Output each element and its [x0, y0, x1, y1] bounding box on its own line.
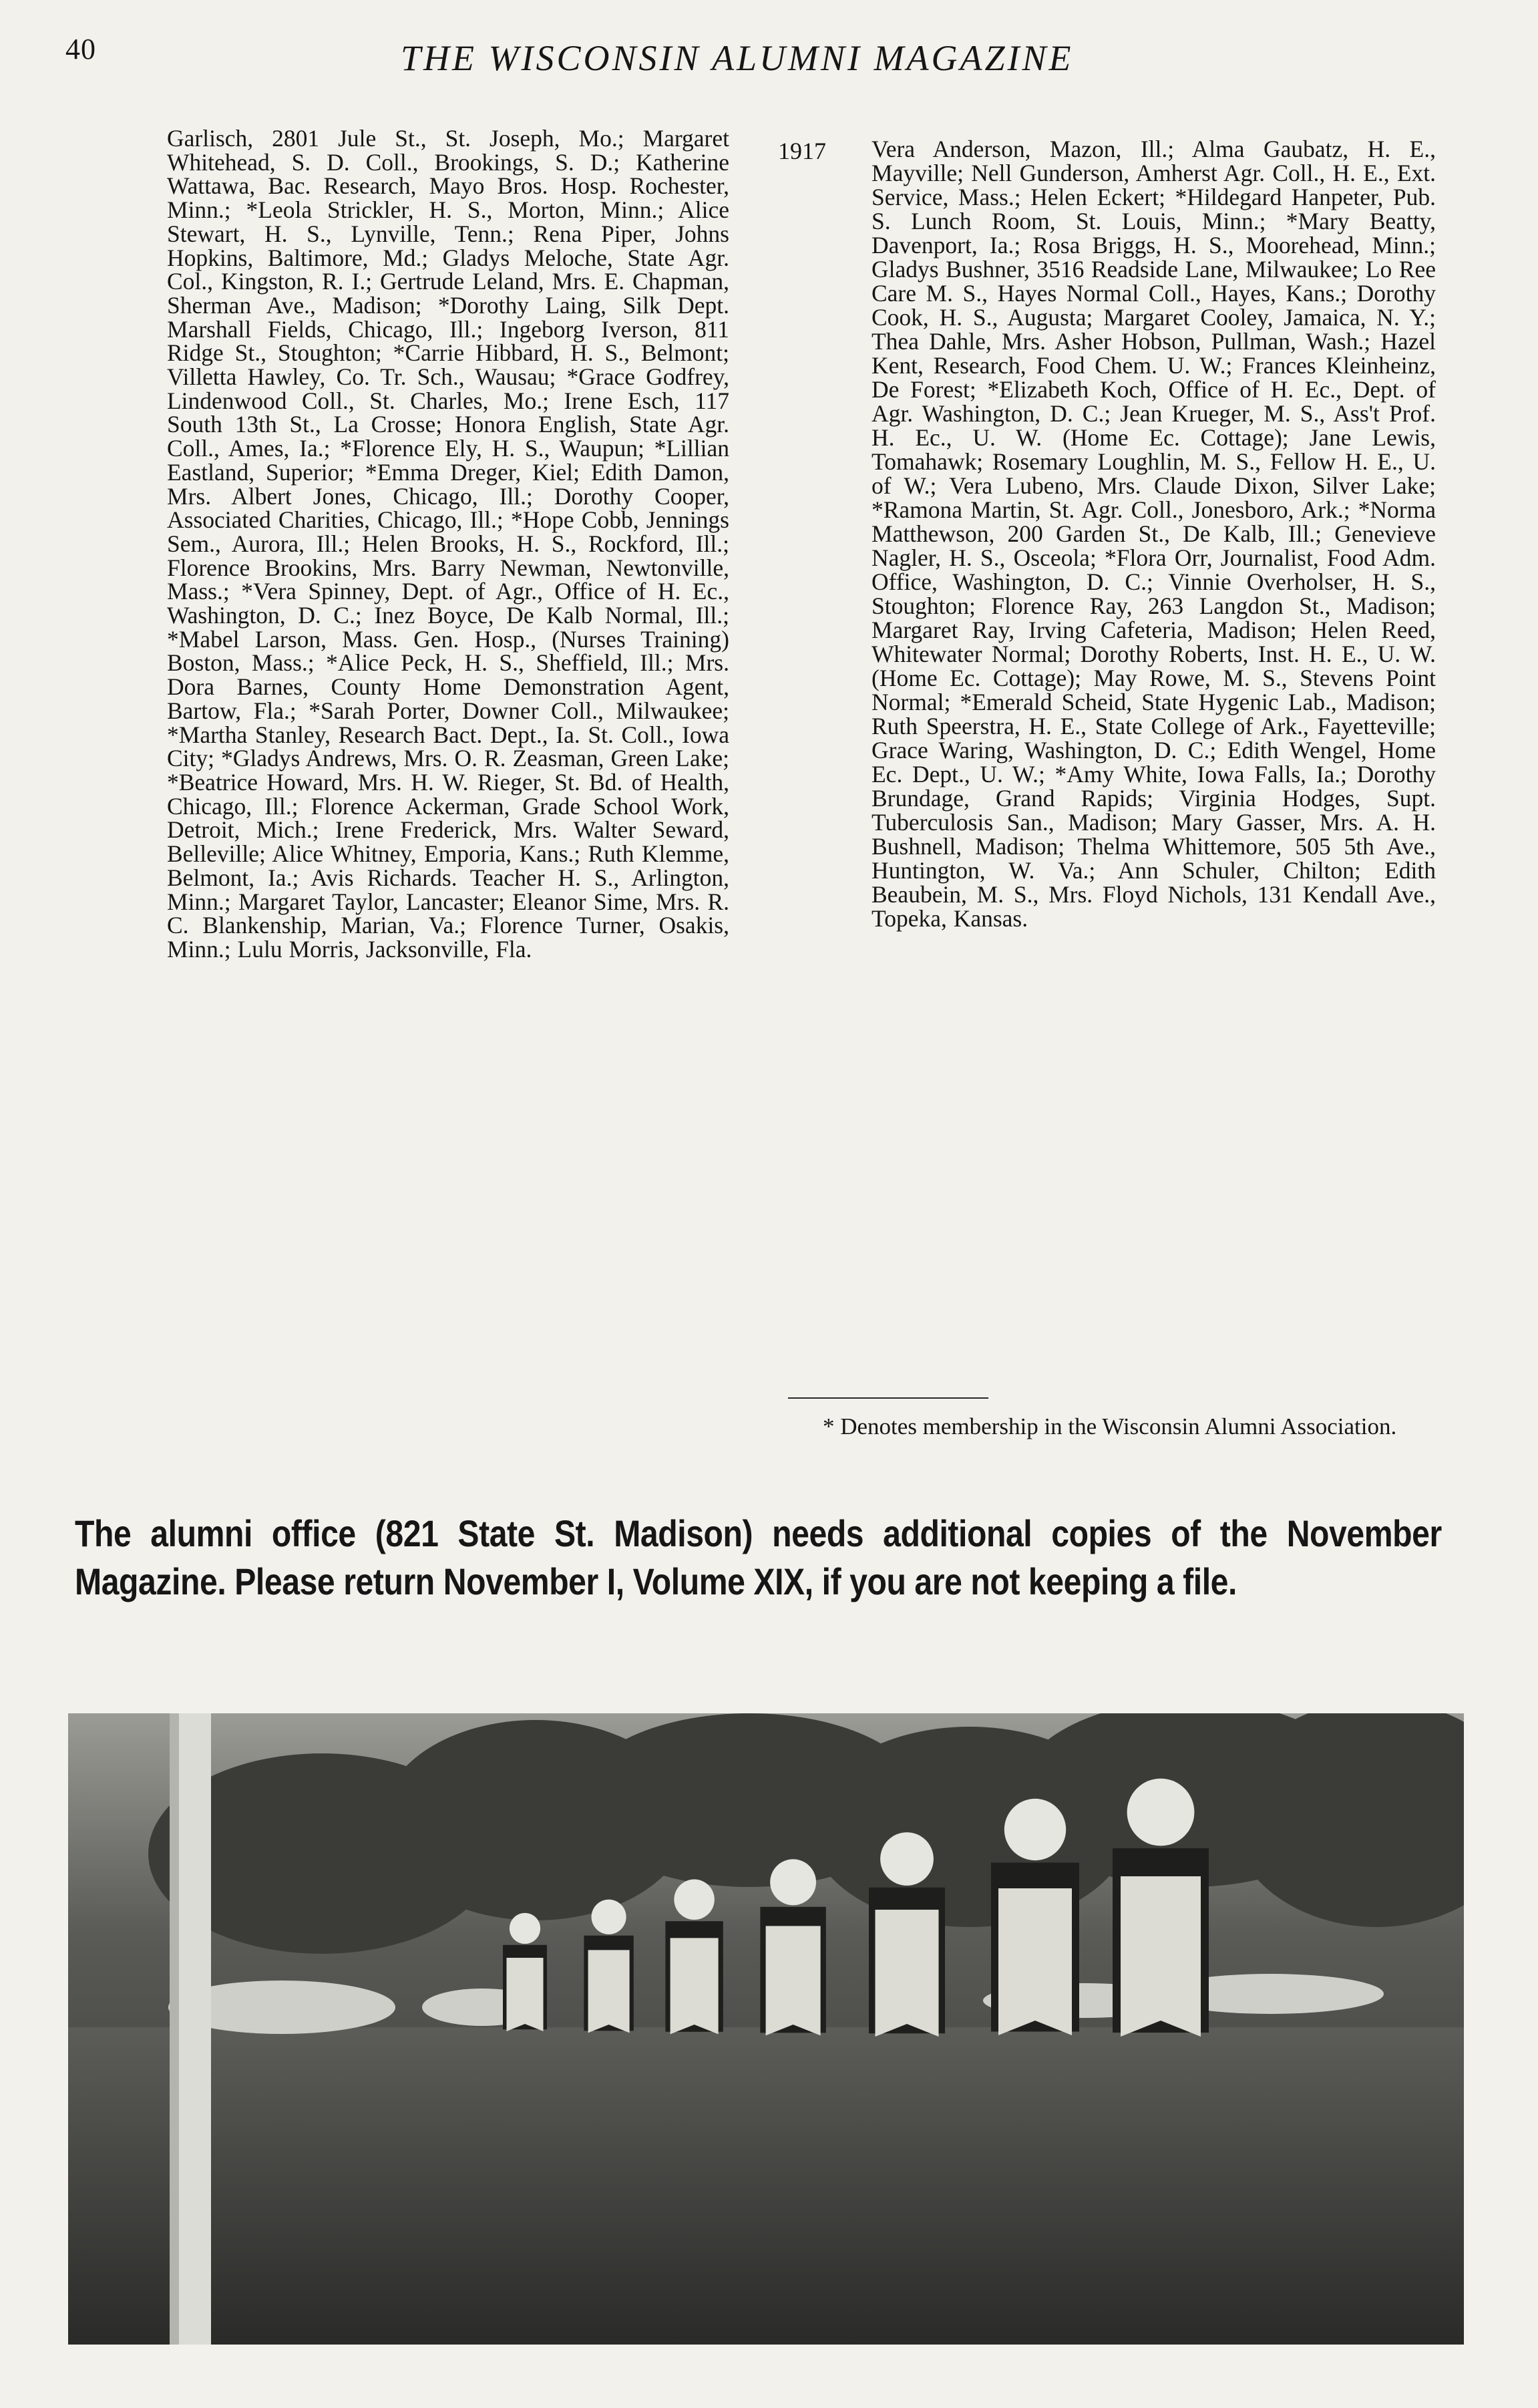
footnote: * Denotes membership in the Wisconsin Alumni Association. [823, 1413, 1397, 1439]
left-column-text: Garlisch, 2801 Jule St., St. Joseph, Mo.; Margaret Whitehead, S. D. Coll., Brookings, S. D.; Katherine Wattawa, Bac. Research, Mayo Bros. Hosp. Rochester, Minn.; *Leola Strickler, H. S., Morton, Minn.; Alice Stewart, H. S., Lynville, Tenn.; Rena Piper, Johns Hopkins, Baltimore, Md.; Gladys Meloche, State Agr. Col., Kingston, R. I.; Gertrude Leland, Mrs. E. Chapman, Sherman Ave., Madison; *Dorothy Laing, Silk Dept. Marshall Fields, Chicago, Ill.; Ingeborg Iverson, 811 Ridge St., Stoughton; *Carrie Hibbard, H. S., Belmont; Villetta Hawley, Co. Tr. Sch., Wausau; *Grace Godfrey, Lindenwood Coll., St. Charles, Mo.; Irene Esch, 117 South 13th St., La Crosse; Honora English, State Agr. Coll., Ames, Ia.; *Florence Ely, H. S., Waupun; *Lillian Eastland, Superior; *Emma Dreger, Kiel; Edith Damon, Mrs. Albert Jones, Chicago, Ill.; Dorothy Cooper, Associated Charities, Chicago, Ill.; *Hope Cobb, Jennings Sem., Aurora, Ill.; Helen Brooks, H. S., Rockford, Ill.; Florence Brookins, Mrs. Barry Newman, Newtonville, Mass.; *Vera Spinney, Dept. of Agr., Office of H. Ec., Washington, D. C.; Inez Boyce, De Kalb Normal, Ill.; *Mabel Larson, Mass. Gen. Hosp., (Nurses Training) Boston, Mass.; *Alice Peck, H. S., Sheffield, Ill.; Mrs. Dora Barnes, County Home Demonstration Agent, Bartow, Fla.; *Sarah Porter, Downer Coll., Milwaukee; *Martha Stanley, Research Bact. Dept., Ia. St. Coll., Iowa City; *Gladys Andrews, Mrs. O. R. Zeasman, Green Lake; *Beatrice Howard, Mrs. H. W. Rieger, St. Bd. of Health, Chicago, Ill.; Florence Ackerman, Grade School Work, Detroit, Mich.; Irene Frederick, Mrs. Walter Seward, Belleville; Alice Whitney, Emporia, Kans.; Ruth Klemme, Belmont, Ia.; Avis Richards. Teacher H. S., Arlington, Minn.; Margaret Taylor, Lancaster; Eleanor Sime, Mrs. R. C. Blankenship, Marian, Va.; Florence Turner, Osakis, Minn.; Lulu Morris, Jacksonville, Fla. [167, 125, 729, 963]
running-title: THE WISCONSIN ALUMNI MAGAZINE [401, 38, 1074, 78]
right-column-text: Vera Anderson, Mazon, Ill.; Alma Gaubatz, H. E., Mayville; Nell Gunderson, Amherst Agr. Coll., H. E., Ext. Service, Mass.; Helen Eckert; *Hildegard Hanpeter, Pub. S. Lunch Room, St. Louis, Minn.; *Mary Beatty, Davenport, Ia.; Rosa Briggs, H. S., Moorehead, Minn.; Gladys Bushner, 3516 Readside Lane, Milwaukee; Lo Ree Care M. S., Hayes Normal Coll., Hayes, Kans.; Dorothy Cook, H. S., Augusta; Margaret Cooley, Jamaica, N. Y.; Thea Dahle, Mrs. Asher Hobson, Pullman, Wash.; Hazel Kent, Research, Food Chem. U. W.; Frances Kleinheinz, De Forest; *Elizabeth Koch, Office of H. Ec., Dept. of Agr. Washington, D. C.; Jean Krueger, M. S., Ass't Prof. H. Ec., U. W. (Home Ec. Cottage); Jane Lewis, Tomahawk; Rosemary Loughlin, M. S., Fellow H. E., U. of W.; Vera Lubeno, Mrs. Claude Dixon, Silver Lake; *Ramona Martin, St. Agr. Coll., Jonesboro, Ark.; *Norma Matthewson, 200 Garden St., De Kalb, Ill.; Genevieve Nagler, H. S., Osceola; *Flora Orr, Journalist, Food Adm. Office, Washington, D. C.; Vinnie Overholser, H. S., Stoughton; Florence Ray, 263 Langdon St., Madison; Margaret Ray, Irving Cafeteria, Madison; Helen Reed, Whitewater Normal; Dorothy Roberts, Inst. H. E., U. W. (Home Ec. Cottage); May Rowe, M. S., Stevens Point Normal; *Emerald Scheid, State Hygenic Lab., Madison; Ruth Speerstra, H. E., State College of Ark., Fayetteville; Grace Waring, Washington, D. C.; Edith Wengel, Home Ec. Dept., U. W.; *Amy White, Iowa Falls, Ia.; Dorothy Brundage, Grand Rapids; Virginia Hodges, Supt. Tuberculosis San., Madison; Mary Gasser, Mrs. A. H. Bushnell, Madison; Thelma Whittemore, 505 5th Ave., Huntington, W. Va.; Ann Schuler, Chilton; Edith Beaubein, M. S., Mrs. Floyd Nichols, 131 Kendall Ave., Topeka, Kansas. [872, 136, 1436, 932]
lawn [68, 2027, 1464, 2345]
procession-photograph [68, 1713, 1464, 2345]
class-year-label: 1917 [778, 138, 826, 164]
page-number: 40 [65, 33, 96, 65]
footnote-rule [788, 1397, 988, 1399]
photo-illustration [68, 1713, 1464, 2345]
alumni-office-notice: The alumni office (821 State St. Madison) needs additional copies of the November Magazine. Please return November I, Volume XIX, if you are not keeping a file. [75, 1512, 1442, 1602]
